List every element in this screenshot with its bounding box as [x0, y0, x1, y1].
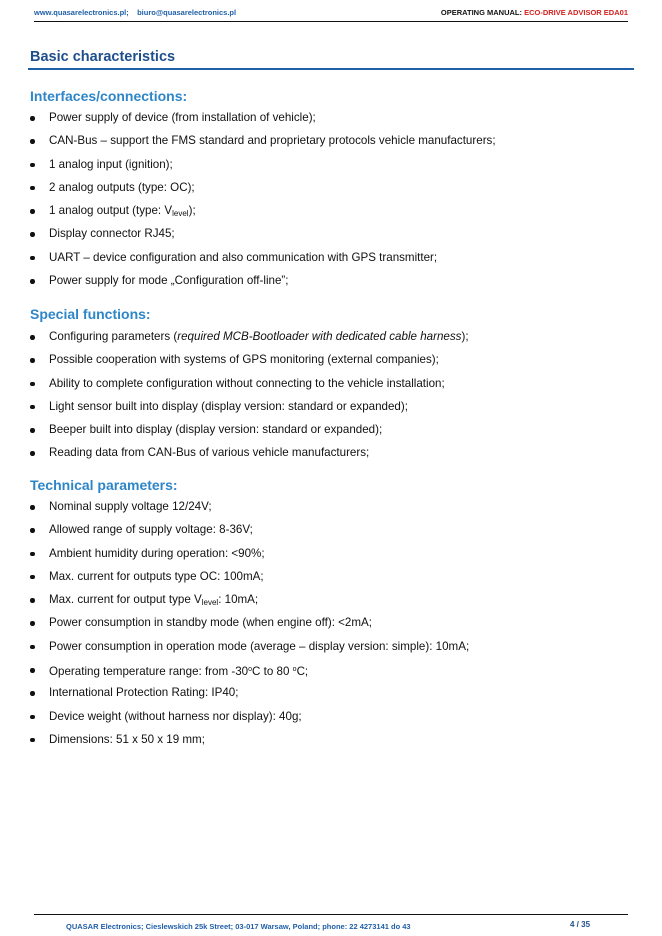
- manual-model: ECO-DRIVE ADVISOR EDA01: [524, 8, 628, 17]
- item-text: C to 80: [252, 665, 293, 679]
- list-item: CAN-Bus – support the FMS standard and proprietary protocols vehicle manufacturers;: [30, 134, 496, 157]
- item-text: );: [461, 330, 469, 343]
- list-item: Ambient humidity during operation: <90%;: [30, 547, 469, 570]
- interfaces-heading: Interfaces/connections:: [30, 88, 188, 104]
- special-functions-list: [30, 330, 469, 470]
- footer-address: QUASAR Electronics; Cieslewskich 25k Street; 03-017 Warsaw, Poland; phone: 22 4273141 do 43: [66, 922, 411, 931]
- list-item: [30, 663, 469, 686]
- item-text: : 10mA;: [218, 593, 259, 607]
- list-item: Light sensor built into display (display version: standard or expanded);: [30, 400, 469, 423]
- manual-label: OPERATING MANUAL:: [440, 8, 522, 17]
- item-subscript: level: [201, 598, 219, 608]
- list-item: 2 analog outputs (type: OC);: [30, 181, 496, 204]
- list-item: [30, 593, 469, 616]
- manual-title: [441, 8, 628, 17]
- list-item: [30, 330, 469, 353]
- item-text: Configuring parameters (: [49, 330, 178, 343]
- list-item: Beeper built into display (display version: standard or expanded);: [30, 423, 469, 446]
- list-item: [30, 204, 496, 227]
- list-item: Power supply of device (from installation of vehicle);: [30, 111, 496, 134]
- list-item: Power supply for mode „Configuration off-line”;: [30, 274, 496, 297]
- page-header: [34, 8, 628, 22]
- special-functions-heading: Special functions:: [30, 306, 151, 322]
- list-item: Possible cooperation with systems of GPS monitoring (external companies);: [30, 353, 469, 376]
- page-number: 4 / 35: [570, 920, 591, 929]
- email-link[interactable]: biuro@quasarelectronics.pl: [137, 8, 237, 17]
- list-item: Dimensions: 51 x 50 x 19 mm;: [30, 733, 469, 756]
- title-underline: [28, 68, 634, 70]
- item-text: Max. current for output type V: [49, 593, 202, 607]
- technical-parameters-heading: Technical parameters:: [30, 477, 178, 493]
- item-text: );: [188, 204, 196, 218]
- list-item: Device weight (without harness nor display): 40g;: [30, 710, 469, 733]
- list-item: Nominal supply voltage 12/24V;: [30, 500, 469, 523]
- item-subscript: level: [172, 209, 189, 219]
- list-item: Allowed range of supply voltage: 8-36V;: [30, 523, 469, 546]
- list-item: 1 analog input (ignition);: [30, 158, 496, 181]
- list-item: Power consumption in standby mode (when engine off): <2mA;: [30, 616, 469, 639]
- list-item: Ability to complete configuration without connecting to the vehicle installation;: [30, 377, 469, 400]
- item-text: Operating temperature range: from -30: [49, 665, 249, 679]
- header-divider: [34, 21, 628, 22]
- item-text: 1 analog output (type: V: [49, 204, 173, 218]
- list-item: International Protection Rating: IP40;: [30, 686, 469, 709]
- list-item: Max. current for outputs type OC: 100mA;: [30, 570, 469, 593]
- website-link[interactable]: www.quasarelectronics.pl;: [34, 8, 129, 17]
- technical-parameters-list: [30, 500, 469, 756]
- list-item: UART – device configuration and also communication with GPS transmitter;: [30, 251, 496, 274]
- item-text: C;: [296, 665, 309, 679]
- footer-divider: [34, 914, 628, 915]
- header-contact: [34, 8, 236, 17]
- list-item: Display connector RJ45;: [30, 227, 496, 250]
- interfaces-list: [30, 111, 496, 297]
- list-item: Power consumption in operation mode (average – display version: simple): 10mA;: [30, 640, 469, 663]
- item-emphasis: required MCB-Bootloader with dedicated cable harness: [177, 330, 462, 343]
- page-title: Basic characteristics: [30, 49, 176, 65]
- list-item: Reading data from CAN-Bus of various vehicle manufacturers;: [30, 446, 469, 469]
- item-superscript: o: [292, 666, 297, 674]
- item-superscript: o: [248, 666, 253, 674]
